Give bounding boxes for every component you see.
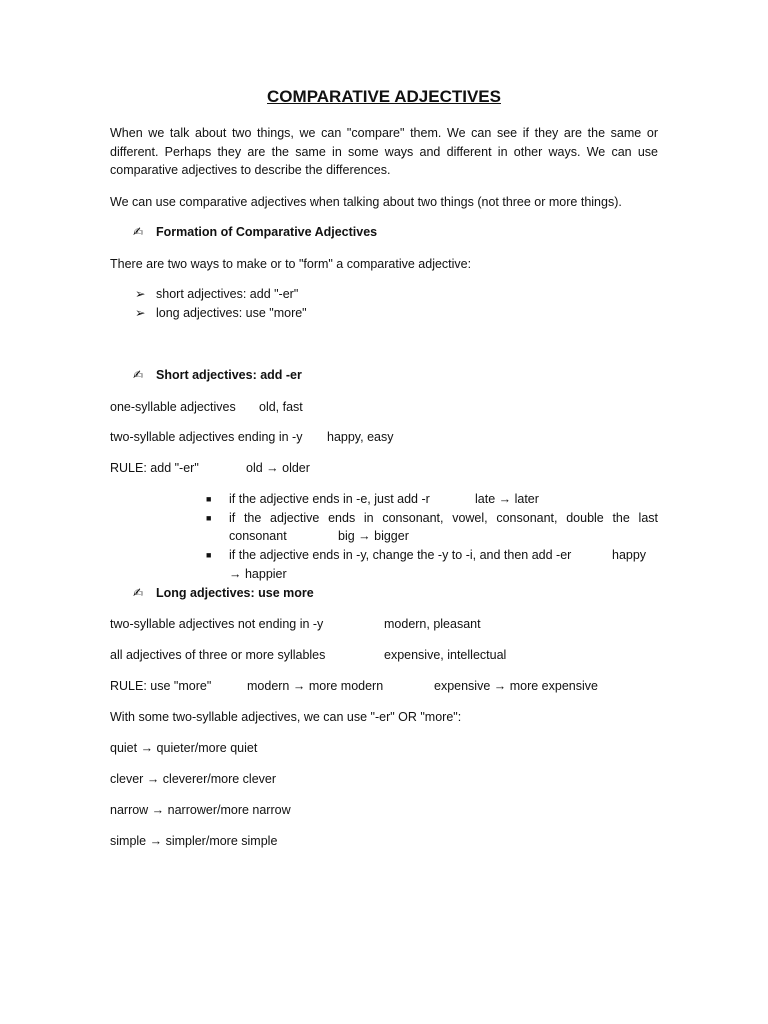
either-example: narrow → narrower/more narrow (110, 803, 291, 817)
long-rule-example-2: expensive → more expensive (434, 679, 598, 693)
one-syllable-examples: old, fast (259, 400, 303, 414)
way-list-item: ➢ short adjectives: add "-er" (135, 287, 299, 301)
writing-hand-icon: ✍ (133, 368, 144, 382)
long-adjectives-heading-text: Long adjectives: use more (156, 586, 314, 600)
rule-item-text: if the adjective ends in -y, change the -y to -i, and then add -er (229, 548, 572, 562)
formation-heading-text: Formation of Comparative Adjectives (156, 225, 378, 239)
rule-item-text: if the adjective ends in consonant, vowel, consonant, double the last (229, 511, 658, 525)
arrowhead-bullet-icon: ➢ (135, 306, 146, 320)
rule-item-text: consonant (229, 529, 287, 543)
long-rule-label: RULE: use "more" (110, 679, 212, 693)
short-rule-label: RULE: add "-er" (110, 461, 199, 475)
writing-hand-icon: ✍ (133, 225, 144, 239)
rule-item-example: big → bigger (338, 529, 409, 543)
long-not-y-examples: modern, pleasant (384, 617, 481, 631)
rule-item-example: late → later (475, 492, 539, 506)
square-bullet-icon: ■ (206, 513, 212, 523)
way-list-item: ➢ long adjectives: use "more" (135, 306, 307, 320)
square-bullet-icon: ■ (206, 494, 212, 504)
two-ways-text: There are two ways to make or to "form" a comparative adjective: (110, 257, 472, 271)
either-example: clever → cleverer/more clever (110, 772, 277, 786)
long-not-y-label: two-syllable adjectives not ending in -y (110, 617, 324, 631)
short-adjectives-heading-text: Short adjectives: add -er (156, 368, 302, 382)
long-rule-example-1: modern → more modern (247, 679, 384, 693)
short-rule-example: old → older (246, 461, 310, 475)
either-example: quiet → quieter/more quiet (110, 741, 258, 755)
two-syllable-y-examples: happy, easy (327, 430, 394, 444)
arrowhead-bullet-icon: ➢ (135, 287, 146, 301)
square-bullet-icon: ■ (206, 550, 212, 560)
either-intro: With some two-syllable adjectives, we can use "-er" OR "more": (110, 710, 462, 724)
intro-paragraph-2: We can use comparative adjectives when talking about two things (not three or more things). (110, 195, 622, 209)
long-adjectives-heading (133, 584, 314, 602)
rule-item-example: → happier (229, 567, 287, 581)
rule-item-example: happy (612, 548, 647, 562)
either-example: simple → simpler/more simple (110, 834, 278, 848)
long-three-examples: expensive, intellectual (384, 648, 507, 662)
two-syllable-y-label: two-syllable adjectives ending in -y (110, 430, 303, 444)
rule-item-text: if the adjective ends in -e, just add -r (229, 492, 430, 506)
one-syllable-label: one-syllable adjectives (110, 400, 236, 414)
writing-hand-icon: ✍ (133, 586, 144, 600)
page-title: COMPARATIVE ADJECTIVES (267, 87, 501, 106)
intro-paragraph-1: When we talk about two things, we can "compare" them. We can see if they are the same or different. Perhaps they are the same in some ways and different in other ways. We can use comparative adjectives to describe the differences. (110, 126, 658, 177)
short-adjectives-heading (133, 366, 302, 384)
formation-heading (133, 223, 377, 241)
long-three-label: all adjectives of three or more syllables (110, 648, 326, 662)
